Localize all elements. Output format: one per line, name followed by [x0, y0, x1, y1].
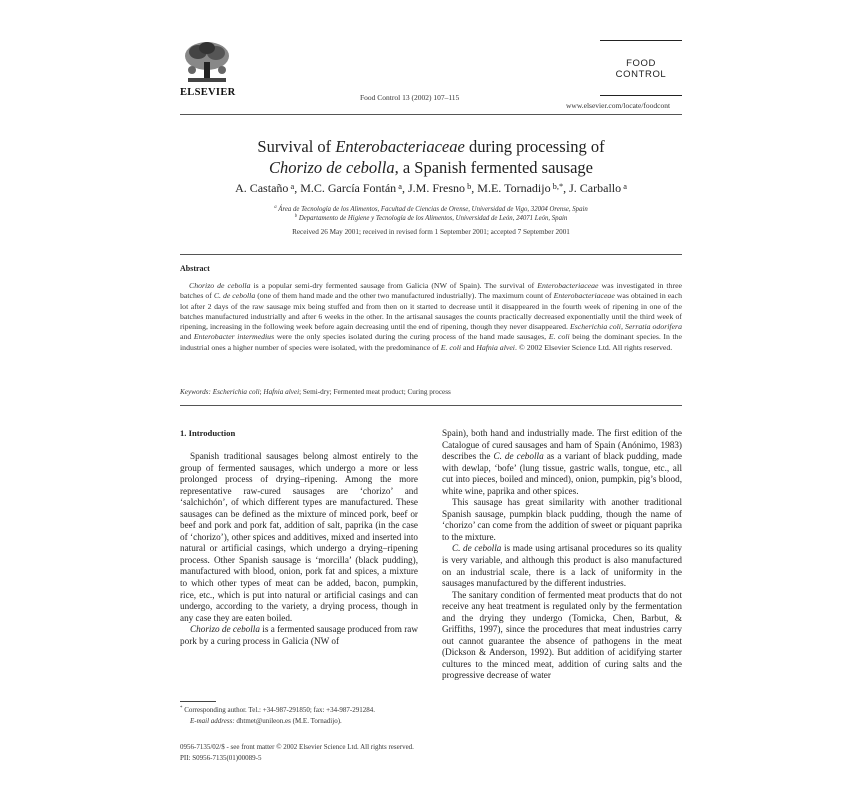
journal-citation: Food Control 13 (2002) 107–115 [360, 93, 460, 102]
issn-line: 0956-7135/02/$ - see front matter © 2002 Elsevier Science Ltd. All rights reserved. [180, 743, 414, 751]
section-heading-introduction: 1. Introduction [180, 428, 236, 438]
footnote-rule [180, 701, 216, 702]
body-column-right [442, 428, 682, 682]
journal-logo-line: FOOD [626, 58, 656, 69]
author-name: J.M. Fresno [408, 181, 466, 195]
body-paragraph: This sausage has great similarity with another traditional Spanish sausage, pumpkin black pudding, though the name of ‘chorizo’ can come from the addition of sweet or piquant paprika to the mixture. [442, 497, 682, 542]
journal-logo-line: CONTROL [615, 69, 667, 80]
author-email[interactable]: dhtmet@unileon.es (M.E. Tornadijo). [236, 717, 342, 725]
journal-url[interactable]: www.elsevier.com/locate/foodcont [566, 101, 671, 110]
section-rule [180, 254, 682, 255]
copyright-footer [180, 742, 414, 764]
section-rule [180, 405, 682, 406]
body-paragraph: C. de cebolla is made using artisanal procedures so its quality is very variable, and although this product is also manufactured on an industrial scale, there is a lack of uniformity in the sausages manufactured by the different industries. [442, 543, 682, 589]
affiliation-b: $^b$ Departamento de Higiene y Tecnología de los Alimentos, Universidad de León, 24071 León, Spain [294, 214, 568, 222]
author-name: M.E. Tornadijo [477, 181, 551, 195]
article-title: Survival of Enterobacteriaceae during processing of Chorizo de cebolla, a Spanish fermented sausage [257, 137, 605, 177]
body-paragraph: Chorizo de cebolla is a fermented sausage produced from raw pork by a curing process in Galicia (NW of [180, 624, 419, 646]
keywords: Keywords: Escherichia coli; Hafnia alvei; Semi-dry; Fermented meat product; Curing process [180, 388, 451, 396]
body-paragraph: Spanish traditional sausages belong almost entirely to the group of fermented sausages, which undergo a more or less prolonged process of drying–ripening. Among the more representative raw-cured sausages are ‘chorizo’ and ‘salchichón’, of which different types are manufactured. These sausages can be defined as the mixture of minced pork, beef or beef and pork and pork fat, addition of salt, paprika (in the case of ‘chorizo’), other spices and additives, mixed and inserted into natural or artificial casings, which undergo a drying–ripening process. Other Spanish sausage is ‘morcilla’ (black pudding), manufactured with blood, onion, pork fat and spices, a mixture to which other types of meat can be added, bacon, pumpkin, rice, etc., which is put into natural or artificial casings and can undergo, according to the variety, a drying process, though in any case they are eaten boiled. [180, 451, 418, 623]
author-name: M.C. García Fontán [300, 181, 397, 195]
abstract-heading: Abstract [180, 264, 210, 273]
affiliation-a: $^a$ Área de Tecnología de los Alimentos, Facultad de Ciencias de Orense, Universidad de Vigo, 32004 Orense, Spain [274, 205, 588, 213]
header-rule [180, 114, 682, 115]
author-name: A. Castaño [235, 181, 289, 195]
pii-line: PII: S0956-7135(01)00089-5 [180, 754, 262, 762]
divider [600, 40, 682, 41]
journal-logo [600, 58, 682, 80]
author-name: J. Carballo [569, 181, 622, 195]
body-paragraph: Spain), both hand and industrially made. The first edition of the Catalogue of cured sausages and ham of Spain (Anónimo, 1983) describes the C. de cebolla as a variant of black pudding, made with dewlap, ‘bofe’ (lung tissue, gastric walls, tongue, etc., all cut into pieces, boiled and minced), onion, pumpkin, pig’s blood, white wine, paprika and other spices. [442, 428, 682, 496]
elsevier-logo [180, 40, 236, 98]
body-column-left [180, 451, 418, 647]
received-dates: Received 26 May 2001; received in revised form 1 September 2001; accepted 7 September 2001 [292, 228, 570, 236]
footnote: * Corresponding author. Tel.: +34-987-291850; fax: +34-987-291284. E-mail address: dhtmet@unileon.es (M.E. Tornadijo). [180, 706, 376, 725]
body-paragraph: The sanitary condition of fermented meat products that do not receive any heat treatment is regulated only by the fermentation and the drying they undergo (Tomicka, Chen, Barbut, & Griffiths, 1997), since the procedures that meat industries carry out cannot guarantee the absence of pathogens in the meat (Dickson & Anderson, 1992). But addition of acidifying starter cultures to the minced meat, addition of curing salts and the progressive decrease of water [442, 589, 682, 681]
author-list: A. Castaño $^a$, M.C. García Fontán $^a$, J.M. Fresno $^b$, M.E. Tornadijo $^{b,*}$, J. Carballo $^a$ [235, 181, 627, 195]
publisher-name: ELSEVIER [180, 87, 236, 98]
abstract-text: Chorizo de cebolla is a popular semi-dry fermented sausage from Galicia (NW of Spain). The survival of Enterobacteriaceae was investigated in three batches of C. de cebolla (one of them hand made and the other two manufactured industrially). The maximum count of Enterobacteriaceae was obtained in each lot after 2 days of the raw sausage mix being stuffed and from then on it started to decrease until it disappeared in the fourth week of ripening in one of the batches manufactured industrially and after 6 weeks in the other. In the artisanal sausages the counts practically decreased exponentially until the third week of ripening, increasing in the following week before again decreasing until the end of ripening, though they never disappeared. Escherichia coli, Serratia odorifera and Enterobacter intermedius were the only species isolated during the curing process of the hand made sausages, E. coli being the dominant species. In the industrial ones a higher number of species were isolated, with the predominance of E. coli and Hafnia alvei. © 2002 Elsevier Science Ltd. All rights reserved. [180, 281, 683, 352]
elsevier-tree-icon [182, 40, 232, 86]
divider [600, 95, 682, 96]
